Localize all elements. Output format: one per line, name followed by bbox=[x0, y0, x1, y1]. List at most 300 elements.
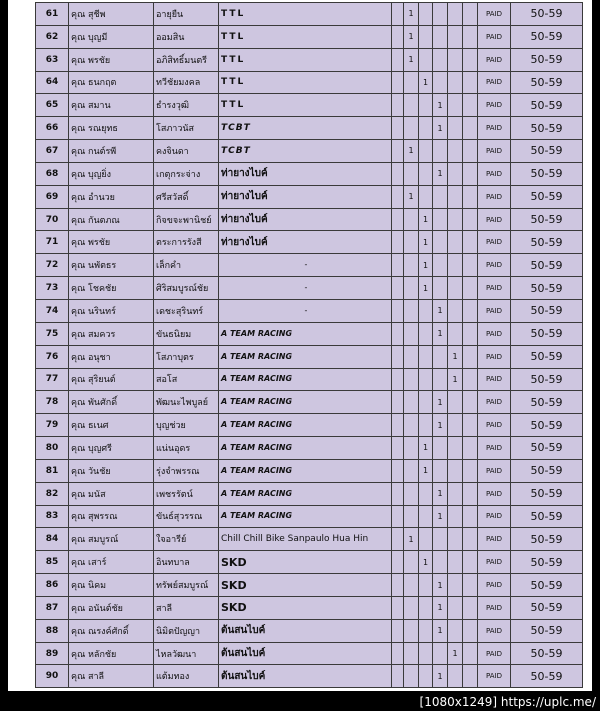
count-cell bbox=[404, 459, 419, 482]
count-cell bbox=[404, 277, 419, 300]
age-group: 50-59 bbox=[511, 642, 583, 665]
count-cell bbox=[448, 25, 463, 48]
first-name: กนต์รพี bbox=[88, 146, 117, 157]
row-number: 61 bbox=[36, 3, 69, 26]
row-number: 88 bbox=[36, 619, 69, 642]
count-cell bbox=[419, 642, 433, 665]
count-cell bbox=[448, 254, 463, 277]
first-name-cell bbox=[69, 185, 154, 208]
first-name: วันชัย bbox=[88, 466, 111, 477]
first-name-cell bbox=[69, 322, 154, 345]
count-cell bbox=[448, 94, 463, 117]
payment-status: PAID bbox=[478, 299, 511, 322]
row-number: 73 bbox=[36, 277, 69, 300]
table-row bbox=[36, 665, 583, 688]
payment-status: PAID bbox=[478, 482, 511, 505]
count-cell bbox=[404, 596, 419, 619]
team-name: A TEAM RACING bbox=[221, 511, 293, 521]
name-prefix: คุณ bbox=[71, 329, 86, 340]
count-cell bbox=[392, 208, 404, 231]
count-cell bbox=[392, 642, 404, 665]
count-cell bbox=[448, 391, 463, 414]
count-cell bbox=[448, 208, 463, 231]
count-cell: 1 bbox=[433, 94, 448, 117]
count-cell bbox=[392, 391, 404, 414]
count-cell bbox=[463, 414, 478, 437]
count-cell bbox=[448, 48, 463, 71]
row-number: 78 bbox=[36, 391, 69, 414]
count-cell bbox=[448, 482, 463, 505]
table-row bbox=[36, 231, 583, 254]
first-name-cell bbox=[69, 574, 154, 597]
table-row bbox=[36, 619, 583, 642]
last-name: สอโส bbox=[154, 368, 219, 391]
count-cell bbox=[404, 619, 419, 642]
age-group: 50-59 bbox=[511, 299, 583, 322]
count-cell bbox=[392, 71, 404, 94]
team-name: A TEAM RACING bbox=[221, 328, 293, 338]
age-group: 50-59 bbox=[511, 528, 583, 551]
count-cell bbox=[419, 574, 433, 597]
count-cell: 1 bbox=[433, 482, 448, 505]
count-cell bbox=[404, 391, 419, 414]
name-prefix: คุณ bbox=[71, 352, 86, 363]
count-cell bbox=[448, 231, 463, 254]
row-number: 62 bbox=[36, 25, 69, 48]
count-cell bbox=[419, 596, 433, 619]
count-cell bbox=[419, 322, 433, 345]
age-group: 50-59 bbox=[511, 345, 583, 368]
count-cell bbox=[433, 3, 448, 26]
count-cell bbox=[392, 551, 404, 574]
first-name-cell bbox=[69, 437, 154, 460]
count-cell bbox=[448, 117, 463, 140]
row-number: 63 bbox=[36, 48, 69, 71]
team-cell bbox=[219, 528, 392, 551]
first-name-cell bbox=[69, 254, 154, 277]
name-prefix: คุณ bbox=[71, 672, 86, 683]
count-cell bbox=[433, 25, 448, 48]
count-cell bbox=[392, 482, 404, 505]
name-prefix: คุณ bbox=[71, 535, 86, 546]
age-group: 50-59 bbox=[511, 459, 583, 482]
name-prefix: คุณ bbox=[71, 489, 86, 500]
first-name-cell bbox=[69, 3, 154, 26]
last-name: เกตุกระจ่าง bbox=[154, 162, 219, 185]
team-name: ต้นสนไบค์ bbox=[221, 670, 266, 682]
team-cell bbox=[219, 619, 392, 642]
payment-status: PAID bbox=[478, 94, 511, 117]
first-name: บุญยิ่ง bbox=[88, 169, 112, 180]
first-name: สมควร bbox=[88, 329, 116, 340]
count-cell bbox=[392, 368, 404, 391]
count-cell: 1 bbox=[448, 345, 463, 368]
first-name: นรินทร์ bbox=[88, 306, 116, 317]
row-number: 79 bbox=[36, 414, 69, 437]
table-row bbox=[36, 345, 583, 368]
count-cell bbox=[419, 25, 433, 48]
count-cell: 1 bbox=[419, 277, 433, 300]
count-cell bbox=[392, 162, 404, 185]
count-cell bbox=[433, 231, 448, 254]
team-cell bbox=[219, 368, 392, 391]
first-name: ณรงค์ศักดิ์ bbox=[88, 626, 129, 637]
table-row bbox=[36, 528, 583, 551]
count-cell bbox=[404, 299, 419, 322]
table-row bbox=[36, 277, 583, 300]
team-name: ท่ายางไบค์ bbox=[221, 214, 268, 226]
first-name-cell bbox=[69, 208, 154, 231]
row-number: 68 bbox=[36, 162, 69, 185]
count-cell: 1 bbox=[419, 208, 433, 231]
team-cell bbox=[219, 277, 392, 300]
last-name: เดชะสุรินทร์ bbox=[154, 299, 219, 322]
count-cell bbox=[419, 619, 433, 642]
team-name: TTL bbox=[221, 77, 246, 88]
age-group: 50-59 bbox=[511, 25, 583, 48]
last-name: คงจินดา bbox=[154, 140, 219, 163]
count-cell bbox=[419, 94, 433, 117]
name-prefix: คุณ bbox=[71, 238, 86, 249]
count-cell bbox=[463, 3, 478, 26]
count-cell: 1 bbox=[404, 528, 419, 551]
count-cell bbox=[392, 574, 404, 597]
team-name: A TEAM RACING bbox=[221, 420, 293, 430]
first-name-cell bbox=[69, 277, 154, 300]
team-cell bbox=[219, 140, 392, 163]
first-name-cell bbox=[69, 299, 154, 322]
team-name: A TEAM RACING bbox=[221, 442, 293, 452]
team-name: TTL bbox=[221, 100, 246, 111]
first-name-cell bbox=[69, 368, 154, 391]
count-cell bbox=[448, 299, 463, 322]
count-cell bbox=[392, 437, 404, 460]
count-cell bbox=[404, 642, 419, 665]
count-cell: 1 bbox=[433, 665, 448, 688]
payment-status: PAID bbox=[478, 437, 511, 460]
table-row bbox=[36, 322, 583, 345]
last-name: พัฒนะไพบูลย์ bbox=[154, 391, 219, 414]
name-prefix: คุณ bbox=[71, 649, 86, 660]
age-group: 50-59 bbox=[511, 596, 583, 619]
age-group: 50-59 bbox=[511, 117, 583, 140]
count-cell bbox=[448, 277, 463, 300]
count-cell: 1 bbox=[433, 391, 448, 414]
payment-status: PAID bbox=[478, 231, 511, 254]
count-cell bbox=[448, 162, 463, 185]
count-cell: 1 bbox=[404, 48, 419, 71]
count-cell bbox=[463, 299, 478, 322]
count-cell bbox=[463, 162, 478, 185]
first-name: สมบูรณ์ bbox=[88, 535, 119, 546]
name-prefix: คุณ bbox=[71, 101, 86, 112]
payment-status: PAID bbox=[478, 574, 511, 597]
name-prefix: คุณ bbox=[71, 78, 86, 89]
name-prefix: คุณ bbox=[71, 32, 86, 43]
count-cell bbox=[392, 117, 404, 140]
count-cell bbox=[463, 254, 478, 277]
name-prefix: คุณ bbox=[71, 124, 86, 135]
payment-status: PAID bbox=[478, 551, 511, 574]
count-cell: 1 bbox=[404, 185, 419, 208]
count-cell bbox=[448, 71, 463, 94]
count-cell bbox=[463, 574, 478, 597]
name-prefix: คุณ bbox=[71, 626, 86, 637]
first-name-cell bbox=[69, 505, 154, 528]
age-group: 50-59 bbox=[511, 505, 583, 528]
team-name: SKD bbox=[221, 555, 247, 569]
last-name: เล็กคำ bbox=[154, 254, 219, 277]
first-name: พรชัย bbox=[88, 55, 111, 66]
count-cell bbox=[463, 117, 478, 140]
count-cell bbox=[433, 140, 448, 163]
count-cell: 1 bbox=[404, 25, 419, 48]
table-row bbox=[36, 482, 583, 505]
first-name-cell bbox=[69, 665, 154, 688]
count-cell bbox=[419, 665, 433, 688]
count-cell bbox=[448, 414, 463, 437]
row-number: 70 bbox=[36, 208, 69, 231]
first-name: พรชัย bbox=[88, 238, 111, 249]
first-name-cell bbox=[69, 140, 154, 163]
count-cell bbox=[463, 48, 478, 71]
count-cell bbox=[433, 642, 448, 665]
count-cell bbox=[463, 619, 478, 642]
count-cell: 1 bbox=[433, 117, 448, 140]
count-cell: 1 bbox=[433, 574, 448, 597]
payment-status: PAID bbox=[478, 414, 511, 437]
last-name: ศิริสมบูรณ์ชัย bbox=[154, 277, 219, 300]
age-group: 50-59 bbox=[511, 437, 583, 460]
document-sheet bbox=[8, 0, 592, 691]
table-row bbox=[36, 642, 583, 665]
payment-status: PAID bbox=[478, 3, 511, 26]
count-cell bbox=[419, 414, 433, 437]
row-number: 85 bbox=[36, 551, 69, 574]
count-cell bbox=[419, 185, 433, 208]
payment-status: PAID bbox=[478, 185, 511, 208]
name-prefix: คุณ bbox=[71, 261, 86, 272]
count-cell bbox=[404, 71, 419, 94]
count-cell bbox=[404, 437, 419, 460]
last-name: ขันธ์สุวรรณ bbox=[154, 505, 219, 528]
payment-status: PAID bbox=[478, 208, 511, 231]
table-row bbox=[36, 254, 583, 277]
count-cell bbox=[404, 665, 419, 688]
age-group: 50-59 bbox=[511, 482, 583, 505]
count-cell bbox=[404, 414, 419, 437]
last-name: ใจอารีย์ bbox=[154, 528, 219, 551]
team-name: A TEAM RACING bbox=[221, 351, 293, 361]
count-cell: 1 bbox=[419, 551, 433, 574]
last-name: กิจขจะพานิชย์ bbox=[154, 208, 219, 231]
table-row bbox=[36, 459, 583, 482]
count-cell bbox=[404, 505, 419, 528]
age-group: 50-59 bbox=[511, 48, 583, 71]
name-prefix: คุณ bbox=[71, 398, 86, 409]
team-cell bbox=[219, 25, 392, 48]
registration-table bbox=[35, 2, 583, 688]
count-cell bbox=[392, 299, 404, 322]
row-number: 76 bbox=[36, 345, 69, 368]
count-cell bbox=[392, 25, 404, 48]
first-name: ธเนศ bbox=[88, 421, 109, 432]
last-name: อินทบาล bbox=[154, 551, 219, 574]
name-prefix: คุณ bbox=[71, 375, 86, 386]
count-cell bbox=[392, 254, 404, 277]
count-cell bbox=[433, 185, 448, 208]
count-cell: 1 bbox=[404, 140, 419, 163]
payment-status: PAID bbox=[478, 140, 511, 163]
first-name: รณยุทธ bbox=[88, 124, 118, 135]
count-cell: 1 bbox=[433, 505, 448, 528]
count-cell bbox=[392, 505, 404, 528]
payment-status: PAID bbox=[478, 596, 511, 619]
name-prefix: คุณ bbox=[71, 215, 86, 226]
team-name: A TEAM RACING bbox=[221, 488, 293, 498]
age-group: 50-59 bbox=[511, 140, 583, 163]
table-row bbox=[36, 414, 583, 437]
count-cell bbox=[419, 299, 433, 322]
first-name-cell bbox=[69, 528, 154, 551]
table-row bbox=[36, 162, 583, 185]
count-cell bbox=[392, 322, 404, 345]
table-row bbox=[36, 117, 583, 140]
count-cell bbox=[392, 231, 404, 254]
last-name: เพชรรัตน์ bbox=[154, 482, 219, 505]
count-cell: 1 bbox=[404, 3, 419, 26]
count-cell bbox=[392, 665, 404, 688]
count-cell bbox=[392, 345, 404, 368]
first-name-cell bbox=[69, 414, 154, 437]
age-group: 50-59 bbox=[511, 185, 583, 208]
team-cell bbox=[219, 437, 392, 460]
count-cell bbox=[404, 162, 419, 185]
first-name-cell bbox=[69, 391, 154, 414]
count-cell: 1 bbox=[433, 414, 448, 437]
team-name: TTL bbox=[221, 8, 246, 19]
count-cell bbox=[463, 71, 478, 94]
count-cell bbox=[419, 345, 433, 368]
last-name: อภิสิทธิ์มนตรี bbox=[154, 48, 219, 71]
count-cell bbox=[419, 3, 433, 26]
first-name: ธนกฤต bbox=[88, 78, 117, 89]
count-cell bbox=[463, 437, 478, 460]
team-cell bbox=[219, 48, 392, 71]
count-cell bbox=[392, 528, 404, 551]
count-cell bbox=[404, 551, 419, 574]
team-name: TCBT bbox=[221, 123, 251, 134]
first-name: พันศักดิ์ bbox=[88, 398, 118, 409]
name-prefix: คุณ bbox=[71, 466, 86, 477]
team-name: TTL bbox=[221, 31, 246, 42]
team-cell bbox=[219, 322, 392, 345]
count-cell: 1 bbox=[433, 596, 448, 619]
team-cell bbox=[219, 414, 392, 437]
count-cell bbox=[463, 185, 478, 208]
team-cell bbox=[219, 665, 392, 688]
name-prefix: คุณ bbox=[71, 443, 86, 454]
age-group: 50-59 bbox=[511, 665, 583, 688]
payment-status: PAID bbox=[478, 368, 511, 391]
name-prefix: คุณ bbox=[71, 192, 86, 203]
row-number: 84 bbox=[36, 528, 69, 551]
table-row bbox=[36, 94, 583, 117]
table-row bbox=[36, 140, 583, 163]
age-group: 50-59 bbox=[511, 368, 583, 391]
row-number: 66 bbox=[36, 117, 69, 140]
name-prefix: คุณ bbox=[71, 581, 86, 592]
count-cell bbox=[433, 254, 448, 277]
last-name: แต้มทอง bbox=[154, 665, 219, 688]
count-cell bbox=[404, 345, 419, 368]
table-row bbox=[36, 71, 583, 94]
count-cell bbox=[463, 505, 478, 528]
payment-status: PAID bbox=[478, 391, 511, 414]
count-cell bbox=[392, 48, 404, 71]
age-group: 50-59 bbox=[511, 574, 583, 597]
payment-status: PAID bbox=[478, 345, 511, 368]
age-group: 50-59 bbox=[511, 231, 583, 254]
payment-status: PAID bbox=[478, 322, 511, 345]
row-number: 87 bbox=[36, 596, 69, 619]
row-number: 65 bbox=[36, 94, 69, 117]
count-cell bbox=[433, 71, 448, 94]
count-cell bbox=[448, 596, 463, 619]
count-cell bbox=[448, 140, 463, 163]
table-row bbox=[36, 48, 583, 71]
count-cell bbox=[392, 94, 404, 117]
payment-status: PAID bbox=[478, 117, 511, 140]
table-row bbox=[36, 208, 583, 231]
count-cell bbox=[463, 322, 478, 345]
team-cell bbox=[219, 596, 392, 619]
row-number: 64 bbox=[36, 71, 69, 94]
first-name-cell bbox=[69, 117, 154, 140]
name-prefix: คุณ bbox=[71, 284, 86, 295]
team-cell bbox=[219, 482, 392, 505]
age-group: 50-59 bbox=[511, 391, 583, 414]
count-cell bbox=[392, 596, 404, 619]
last-name: ศรีสวัสดิ์ bbox=[154, 185, 219, 208]
team-name: ท่ายางไบค์ bbox=[221, 191, 268, 203]
age-group: 50-59 bbox=[511, 3, 583, 26]
count-cell bbox=[392, 185, 404, 208]
count-cell bbox=[448, 437, 463, 460]
first-name-cell bbox=[69, 25, 154, 48]
first-name-cell bbox=[69, 162, 154, 185]
name-prefix: คุณ bbox=[71, 421, 86, 432]
first-name: โชคชัย bbox=[88, 284, 117, 295]
team-cell bbox=[219, 391, 392, 414]
last-name: ธำรงวุฒิ bbox=[154, 94, 219, 117]
count-cell bbox=[463, 140, 478, 163]
last-name: อายุยืน bbox=[154, 3, 219, 26]
row-number: 86 bbox=[36, 574, 69, 597]
count-cell bbox=[419, 482, 433, 505]
payment-status: PAID bbox=[478, 459, 511, 482]
payment-status: PAID bbox=[478, 277, 511, 300]
last-name: ทรัพย์สมบูรณ์ bbox=[154, 574, 219, 597]
row-number: 90 bbox=[36, 665, 69, 688]
count-cell: 1 bbox=[448, 642, 463, 665]
count-cell bbox=[448, 459, 463, 482]
name-prefix: คุณ bbox=[71, 603, 86, 614]
count-cell bbox=[448, 185, 463, 208]
team-name: A TEAM RACING bbox=[221, 397, 293, 407]
count-cell: 1 bbox=[433, 322, 448, 345]
payment-status: PAID bbox=[478, 48, 511, 71]
